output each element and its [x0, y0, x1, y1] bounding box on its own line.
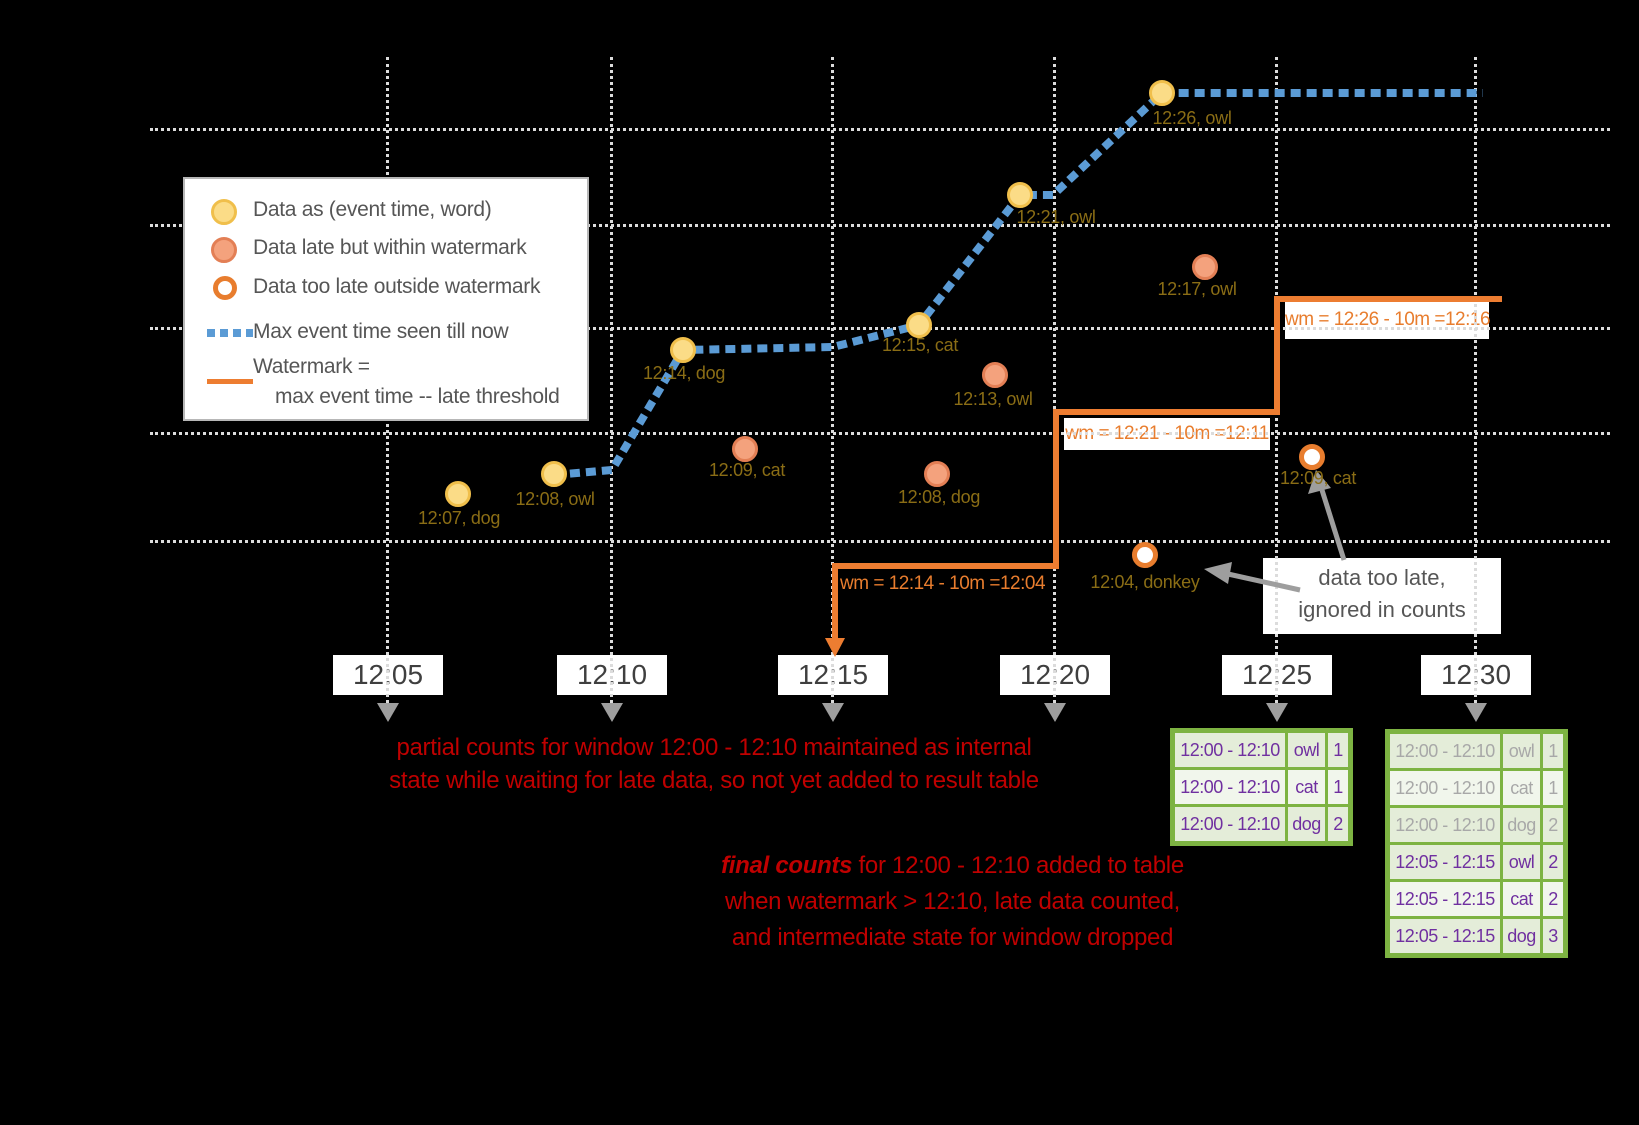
table-cell-count: 1 [1328, 770, 1348, 804]
trigger-arrow-icon [1266, 703, 1288, 722]
legend-label: Data too late outside watermark [253, 275, 541, 298]
late-data-point [1192, 254, 1218, 280]
time-tick-label: 12:20 [1000, 655, 1110, 695]
partial-counts-annotation [338, 731, 1090, 797]
table-cell-word: owl [1503, 734, 1540, 768]
callout-line: ignored in counts [1298, 597, 1466, 622]
table-cell-window: 12:05 - 12:15 [1390, 919, 1500, 953]
time-tick-label: 12:10 [557, 655, 667, 695]
annotation-text: for 12:00 - 12:10 added to table [852, 852, 1184, 879]
table-cell-count: 2 [1543, 808, 1563, 842]
data-point-label: 12:08, owl [515, 489, 595, 509]
too-late-arrow-line [1228, 574, 1300, 590]
callout-line: data too late, [1318, 565, 1446, 590]
data-point-label: 12:14, dog [642, 363, 726, 383]
too-late-data-point [1299, 444, 1325, 470]
table-cell-count: 1 [1543, 771, 1563, 805]
data-point-label: 12:07, dog [417, 508, 501, 528]
table-cell-window: 12:00 - 12:10 [1175, 733, 1285, 767]
too-late-data-point [1132, 542, 1158, 568]
annotation-line: state while waiting for late data, so not yet added to result table [389, 767, 1039, 794]
time-tick-label: 12:25 [1222, 655, 1332, 695]
result-table-12-30 [1385, 729, 1568, 958]
data-point-label: 12:21, owl [1016, 207, 1096, 227]
annotation-emphasis: final counts [721, 852, 853, 879]
too-late-dot-icon [213, 276, 237, 300]
late-data-point [924, 461, 950, 487]
table-cell-window: 12:00 - 12:10 [1175, 807, 1285, 841]
data-point [1149, 80, 1175, 106]
legend-label: Data late but within watermark [253, 236, 527, 259]
late-data-point [732, 436, 758, 462]
table-cell-window: 12:00 - 12:10 [1175, 770, 1285, 804]
trigger-arrow-icon [601, 703, 623, 722]
data-point [541, 461, 567, 487]
data-point [670, 337, 696, 363]
watermark-value-label: wm = 12:21 - 10m =12:11 [1064, 418, 1270, 450]
trigger-arrow-icon [822, 703, 844, 722]
legend [183, 177, 589, 421]
data-point-label: 12:04, donkey [1090, 572, 1200, 592]
table-cell-count: 2 [1328, 807, 1348, 841]
table-cell-word: dog [1503, 808, 1540, 842]
annotation-line: when watermark > 12:10, late data counted, [724, 888, 1181, 915]
trigger-arrow-icon [1044, 703, 1066, 722]
time-tick-label: 12:30 [1421, 655, 1531, 695]
legend-label: max event time -- late threshold [275, 385, 560, 408]
trigger-arrow-icon [377, 703, 399, 722]
trigger-arrow-icon [1465, 703, 1487, 722]
legend-label: Data as (event time, word) [253, 198, 492, 221]
annotation-line: partial counts for window 12:00 - 12:10 maintained as internal [396, 734, 1032, 761]
max-event-time-line-icon [207, 329, 253, 337]
table-cell-window: 12:05 - 12:15 [1390, 845, 1500, 879]
annotation-line [700, 848, 1205, 884]
legend-label: Max event time seen till now [253, 320, 509, 343]
watermark-value-label: wm = 12:14 - 10m =12:04 [840, 573, 1046, 594]
data-point-label: 12:26, owl [1152, 108, 1232, 128]
table-cell-window: 12:00 - 12:10 [1390, 771, 1500, 805]
table-cell-word: cat [1503, 882, 1540, 916]
data-point-label: 12:15, cat [881, 335, 959, 355]
legend-label: Watermark = [253, 355, 370, 378]
too-late-arrow-line [1322, 490, 1344, 560]
table-cell-word: cat [1288, 770, 1325, 804]
data-point-label: 12:13, owl [953, 389, 1033, 409]
table-cell-word: dog [1503, 919, 1540, 953]
time-tick-label: 12:05 [333, 655, 443, 695]
table-cell-word: owl [1288, 733, 1325, 767]
watermark-line-icon [207, 379, 253, 384]
late-data-point [982, 362, 1008, 388]
final-counts-annotation [700, 848, 1205, 956]
table-cell-window: 12:00 - 12:10 [1390, 734, 1500, 768]
table-cell-window: 12:05 - 12:15 [1390, 882, 1500, 916]
watermark-value-label: wm = 12:26 - 10m =12:16 [1285, 301, 1489, 339]
data-point-label: 12:09, cat [1279, 468, 1357, 488]
data-point-label: 12:08, dog [897, 487, 981, 507]
max-event-time-line [554, 93, 1483, 475]
table-cell-count: 1 [1328, 733, 1348, 767]
data-point [1007, 182, 1033, 208]
table-cell-word: owl [1503, 845, 1540, 879]
annotation-line: and intermediate state for window dropped [731, 924, 1174, 951]
data-point-label: 12:17, owl [1157, 279, 1237, 299]
time-tick-label: 12:15 [778, 655, 888, 695]
table-cell-word: dog [1288, 807, 1325, 841]
table-cell-count: 2 [1543, 882, 1563, 916]
on-time-dot-icon [211, 199, 237, 225]
late-dot-icon [211, 237, 237, 263]
table-cell-count: 2 [1543, 845, 1563, 879]
table-cell-count: 1 [1543, 734, 1563, 768]
table-cell-word: cat [1503, 771, 1540, 805]
data-point-label: 12:09, cat [708, 460, 786, 480]
result-table-12-25 [1170, 728, 1353, 846]
data-point [445, 481, 471, 507]
table-cell-count: 3 [1543, 919, 1563, 953]
table-cell-window: 12:00 - 12:10 [1390, 808, 1500, 842]
watermark-arrowhead [825, 638, 845, 657]
